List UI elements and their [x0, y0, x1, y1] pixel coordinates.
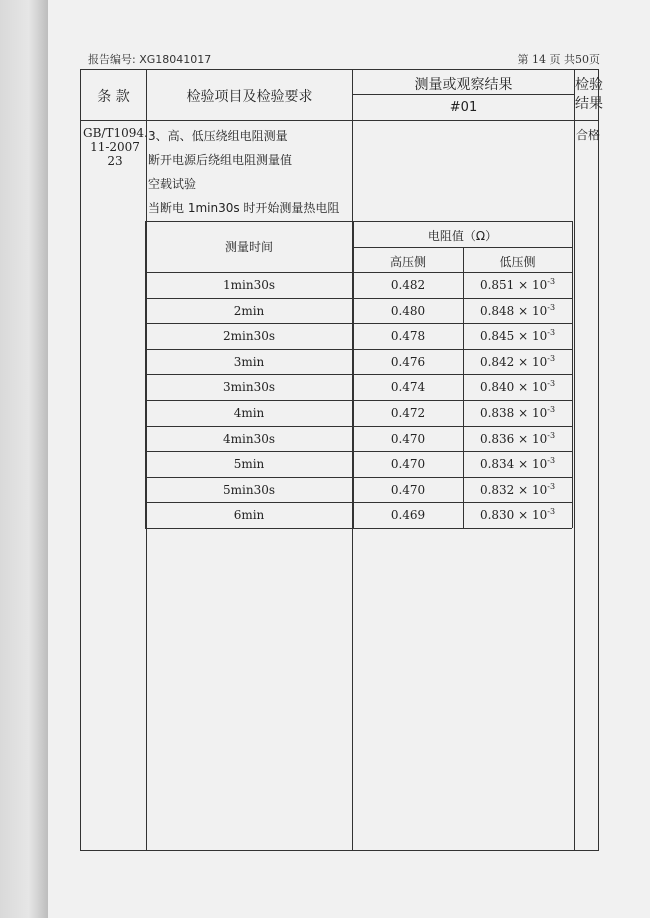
report-number-value: XG18041017: [139, 53, 212, 66]
row-hv-value: 0.470: [390, 482, 426, 497]
header-results: 测量或观察结果: [414, 77, 513, 93]
row-hv-value: 0.478: [390, 329, 426, 344]
clause-reference: [83, 126, 147, 168]
verdict-value: 合格: [576, 128, 601, 142]
row-lv-value: $0.838 \times 10^{-3}$: [479, 405, 556, 420]
results-subheader-divider: [352, 94, 574, 95]
item-line: 3、高、低压绕组电阻测量: [148, 129, 288, 143]
resistance-table-top: [145, 221, 572, 222]
row-hv-value: 0.469: [390, 508, 426, 523]
hv-header: 高压侧: [389, 255, 426, 269]
row-lv-value: $0.830 \times 10^{-3}$: [479, 507, 556, 523]
row-lv-value: $0.845 \times 10^{-3}$: [479, 328, 556, 344]
resistance-header-bottom: [145, 272, 572, 273]
time-header: 测量时间: [224, 240, 273, 254]
row-lv-value: $0.851 \times 10^{-3}$: [479, 277, 556, 292]
row-time: 4min: [233, 406, 265, 420]
row-time: 2min30s: [222, 329, 275, 344]
table-row-divider: [145, 426, 572, 427]
row-time: 5min30s: [222, 482, 275, 497]
lv-header: 低压侧: [499, 255, 536, 269]
row-lv-value: $0.834 \times 10^{-3}$: [479, 456, 556, 472]
header-results-sample: #01: [449, 100, 478, 115]
row-hv-value: 0.474: [390, 380, 426, 395]
col-divider-results: [574, 70, 575, 850]
table-row-divider: [145, 298, 572, 299]
row-lv-value: $0.848 \times 10^{-3}$: [479, 302, 556, 318]
row-lv-value: $0.836 \times 10^{-3}$: [479, 430, 556, 446]
row-hv-value: 0.472: [390, 406, 426, 420]
header-clause: 条 款: [97, 89, 130, 105]
report-number-label: 报告编号:: [88, 53, 136, 66]
resistance-table-right: [572, 221, 573, 528]
row-time: 1min30s: [222, 278, 275, 292]
row-time: 5min: [233, 457, 265, 472]
item-line: 当断电 1min30s 时开始测量热电阻: [148, 201, 340, 215]
header-verdict-line2: 结果: [575, 96, 603, 112]
table-row-divider: [145, 502, 572, 503]
row-hv-value: 0.470: [390, 431, 426, 446]
page-info: 第 14 页 共50页: [517, 53, 600, 66]
header-items: 检验项目及检验要求: [186, 89, 313, 105]
header-divider: [81, 120, 598, 121]
header-verdict: [575, 76, 603, 114]
table-row-divider: [145, 400, 572, 401]
table-row-divider: [145, 528, 572, 529]
clause-line-2: 11-2007: [90, 140, 140, 154]
table-row-divider: [145, 451, 572, 452]
row-hv-value: 0.476: [390, 354, 426, 369]
row-lv-value: $0.840 \times 10^{-3}$: [479, 379, 556, 395]
report-number: [88, 51, 211, 67]
table-row-divider: [145, 374, 572, 375]
resistance-header: 电阻值（Ω）: [427, 229, 498, 243]
table-row-divider: [145, 477, 572, 478]
table-row-divider: [145, 349, 572, 350]
table-row-divider: [145, 323, 572, 324]
row-time: 3min30s: [222, 380, 275, 395]
row-hv-value: 0.470: [390, 457, 426, 472]
row-time: 3min: [233, 354, 265, 369]
item-line: 断开电源后绕组电阻测量值: [148, 153, 293, 167]
header-verdict-line1: 检验: [575, 77, 603, 93]
clause-line-1: GB/T1094.: [83, 126, 148, 140]
item-line: 空载试验: [148, 177, 197, 191]
clause-line-3: 23: [107, 154, 123, 168]
row-time: 2min: [233, 303, 265, 318]
inspection-items: [148, 124, 339, 220]
row-lv-value: $0.842 \times 10^{-3}$: [479, 353, 556, 369]
row-time: 6min: [233, 508, 265, 523]
row-time: 4min30s: [222, 431, 275, 446]
row-lv-value: $0.832 \times 10^{-3}$: [479, 481, 556, 497]
row-hv-value: 0.480: [390, 303, 426, 318]
book-spine-shadow: [0, 0, 48, 918]
row-hv-value: 0.482: [390, 278, 426, 292]
